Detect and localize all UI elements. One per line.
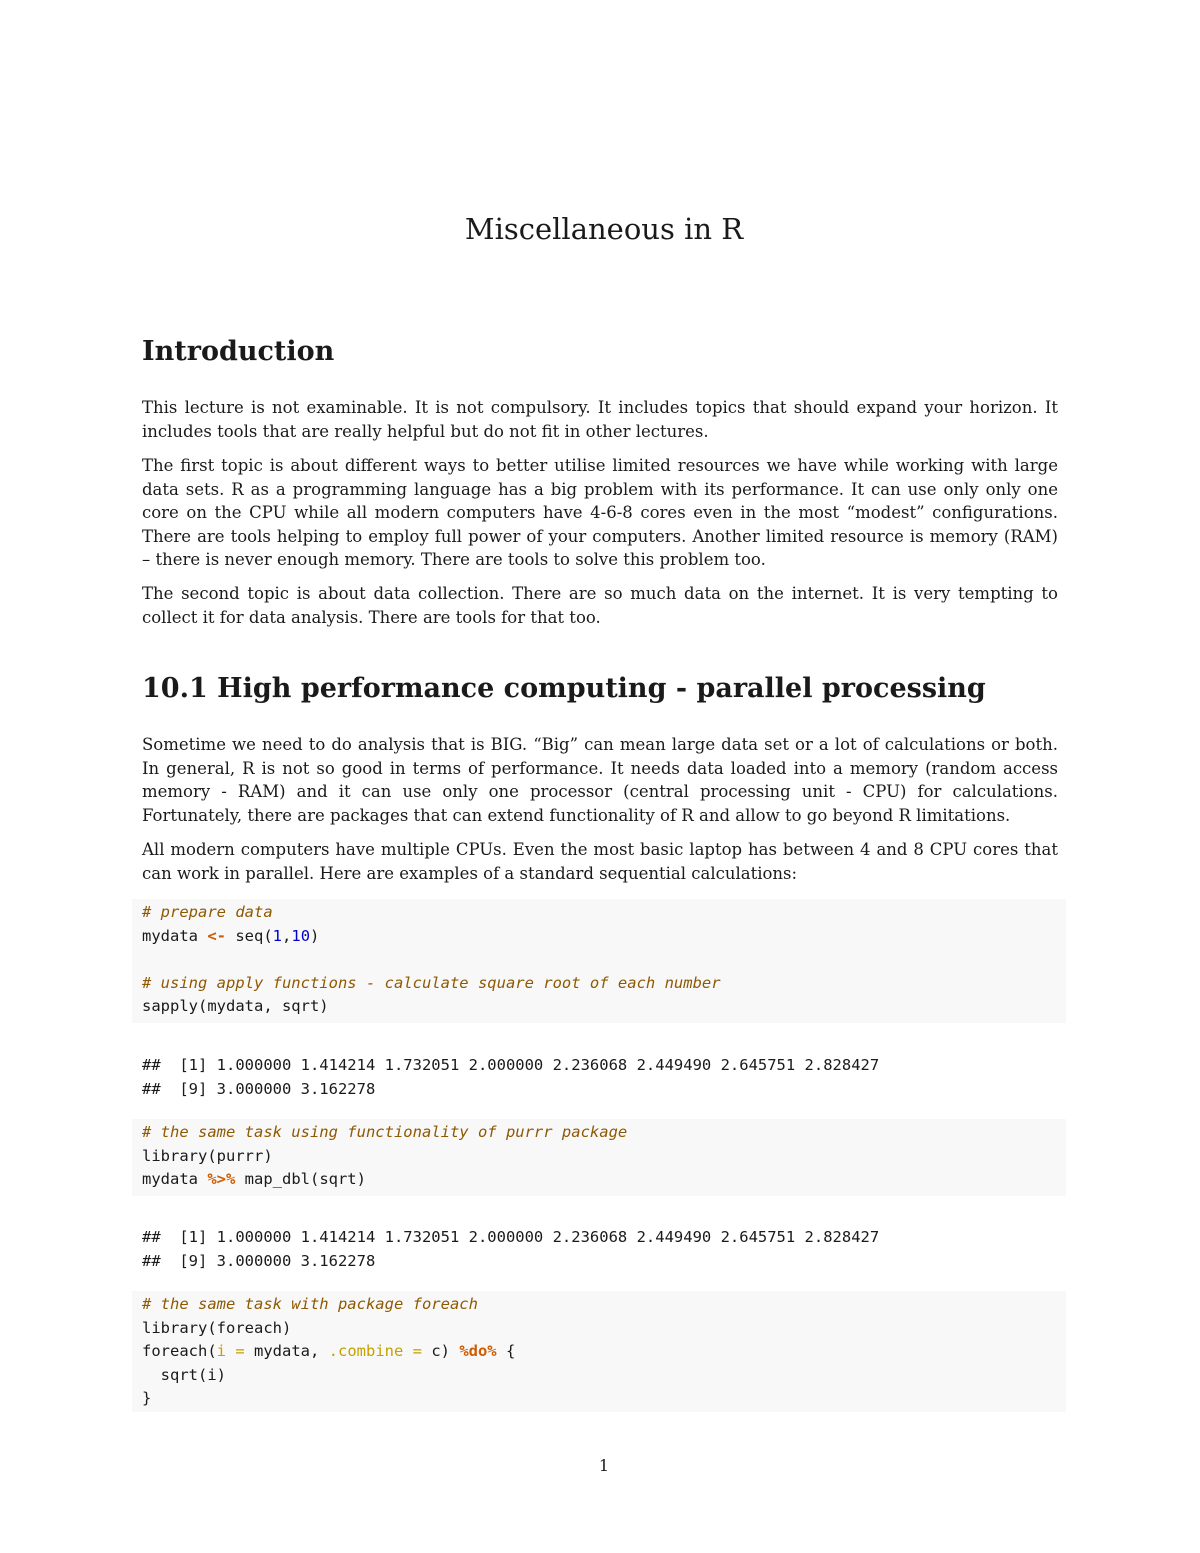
- intro-paragraph-3: The second topic is about data collection. There are so much data on the internet. It is very tempting to collect it for data analysis. There are tools for that too.: [142, 584, 1058, 627]
- code-operator: <-: [207, 926, 226, 945]
- code-text: ,: [282, 926, 292, 945]
- document-title: Miscellaneous in R: [464, 212, 744, 246]
- code-text: c): [431, 1342, 460, 1360]
- page-number: 1: [598, 1456, 610, 1475]
- code-text: ): [310, 926, 320, 945]
- intro-paragraph-2: The first topic is about different ways to better utilise limited resources we have while working with large data sets. R as a programming language has a big problem with its performance. It can use only only one core on the CPU while all modern computers have 4-6-8 cores even in the most “modest” configurations. There are tools helping to employ full power of your computers. Another limited resource is memory (RAM) – there is never enough memory. There are tools to solve this problem too.: [142, 456, 1058, 569]
- intro-paragraph-1: This lecture is not examinable. It is not compulsory. It includes topics that should expand your horizon. It includes tools that are really helpful but do not fit in other lectures.: [142, 398, 1058, 441]
- code-text: sapply(mydata, sqrt): [142, 997, 329, 1015]
- output-line: ## [1] 1.000000 1.414214 1.732051 2.000000 2.236068 2.449490 2.645751 2.828427: [142, 1056, 880, 1074]
- output-line: ## [1] 1.000000 1.414214 1.732051 2.000000 2.236068 2.449490 2.645751 2.828427: [142, 1228, 880, 1246]
- code-text: mydata: [142, 1170, 208, 1188]
- code-argument: i: [216, 1342, 226, 1360]
- code-text: {: [496, 1342, 516, 1360]
- heading-section-10-1: 10.1 High performance computing - parallel processing: [142, 673, 986, 704]
- output-line: ## [9] 3.000000 3.162278: [142, 1079, 376, 1098]
- output-block-1: [142, 1054, 1066, 1101]
- code-text: library(foreach): [142, 1318, 292, 1337]
- section-paragraph-1: Sometime we need to do analysis that is BIG. “Big” can mean large data set or a lot of calculations or both. In general, R is not so good in terms of performance. It needs data loaded into a memory (random access memory - RAM) and it can use only one processor (central processing unit - CPU) for calculations. Fortunately, there are packages that can extend functionality of R and allow to go beyond R limitations.: [142, 735, 1058, 825]
- code-block-3: [132, 1291, 1066, 1412]
- code-operator: =: [403, 1342, 432, 1360]
- section-paragraph-2: All modern computers have multiple CPUs. Even the most basic laptop has between 4 and 8 CPU cores that can work in parallel. Here are examples of a standard sequential calculations:: [142, 840, 1058, 883]
- code-text: seq(: [226, 926, 273, 945]
- code-comment: # the same task with package foreach: [142, 1295, 478, 1313]
- code-text: mydata,: [254, 1342, 329, 1360]
- output-block-2: [142, 1226, 1066, 1273]
- code-argument: .combine: [328, 1342, 404, 1360]
- code-text: mydata: [142, 926, 208, 945]
- code-number: 10: [291, 926, 311, 945]
- code-block-1: [132, 899, 1066, 1023]
- code-operator: =: [226, 1342, 254, 1360]
- code-text: map_dbl(sqrt): [235, 1170, 366, 1188]
- code-block-2: [132, 1119, 1066, 1196]
- code-text: sqrt(i): [142, 1365, 226, 1384]
- code-operator: %>%: [207, 1170, 236, 1188]
- output-line: ## [9] 3.000000 3.162278: [142, 1251, 376, 1270]
- code-number: 1: [272, 926, 283, 945]
- heading-introduction: Introduction: [142, 336, 335, 367]
- code-comment: # using apply functions - calculate square root of each number: [142, 973, 721, 992]
- code-text: library(purrr): [142, 1146, 273, 1165]
- code-text: }: [142, 1389, 152, 1407]
- code-comment: # the same task using functionality of purrr package: [142, 1123, 628, 1141]
- code-text: foreach(: [142, 1342, 217, 1360]
- code-operator: %do%: [459, 1342, 497, 1360]
- code-comment: # prepare data: [142, 903, 273, 921]
